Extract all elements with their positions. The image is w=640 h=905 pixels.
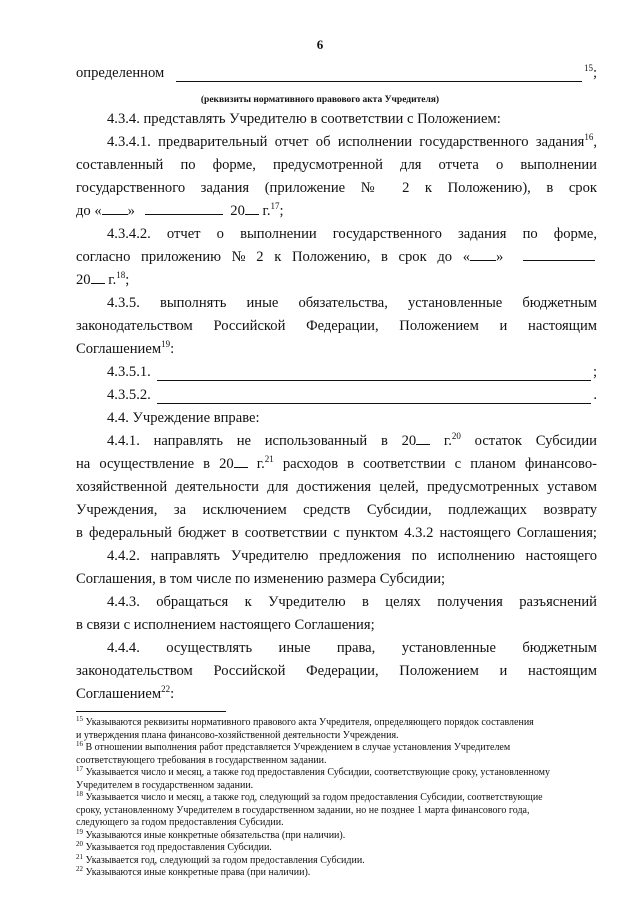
footnote-number: 17 bbox=[76, 765, 83, 773]
footnote-number: 20 bbox=[76, 840, 83, 848]
footnote-16-cont: соответствующего требования в государственном задании. bbox=[76, 754, 327, 766]
footnote-number: 19 bbox=[76, 827, 83, 836]
footnote-16: $^{16}$ В отношении выполнения работ представляется Учреждением в случае установления Учредителем bbox=[76, 740, 511, 753]
clause-4-3-4: 4.3.4. представлять Учредителю в соответствии с Положением: bbox=[107, 111, 501, 127]
clause-4-4-2-line-1: 4.4.2. направлять Учредителю предложения по исполнению настоящего bbox=[107, 548, 597, 564]
blank-line bbox=[157, 390, 592, 404]
clause-4-4-4-line-1: 4.4.4. осуществлять иные права, установленные бюджетным bbox=[107, 640, 597, 656]
page-number: 6 bbox=[316, 37, 324, 52]
footnote-ref: 20 bbox=[451, 431, 461, 441]
blank-line bbox=[176, 68, 582, 82]
clause-4-4-1-line-4: Учреждения, за исключением средств Субсидии, подлежащих возврату bbox=[76, 502, 597, 518]
footnote-18: $^{18}$ Указывается число и месяц, а также год, следующий за годом предоставления Субсидии, соответствующие bbox=[76, 790, 543, 803]
field-caption: (реквизиты нормативного правового акта Учредителя) bbox=[200, 95, 440, 105]
footnote-18-cont: сроку, установленному Учредителем в государственном задании, но не позднее 1 марта финансового года, bbox=[76, 804, 530, 816]
footnote-number: 18 bbox=[76, 790, 83, 798]
footnote-21: $^{21}$ Указывается год, следующий за годом предоставления Субсидии. bbox=[76, 852, 365, 866]
footnote-ref: 21 bbox=[264, 454, 274, 464]
head-line-end: ; bbox=[592, 65, 597, 81]
clause-4-4-1-line-5: в федеральный бюджет в соответствии с пунктом 4.3.2 настоящего Соглашения; bbox=[76, 525, 597, 541]
footnote-19: $^{19}$ Указываются иные конкретные обязательства (при наличии). bbox=[76, 827, 346, 841]
clause-4-4-1-line-3: хозяйственной деятельности для достижения целей, предусмотренных уставом bbox=[76, 479, 597, 495]
footnote-18-cont: следующего за годом предоставления Субсидии. bbox=[76, 817, 284, 828]
footnote-number: 21 bbox=[76, 852, 83, 861]
blank-month bbox=[145, 202, 223, 215]
blank-line bbox=[157, 367, 591, 381]
clause-4-3-4-2-line-1: 4.3.4.2. отчет о выполнении государственного задания по форме, bbox=[107, 226, 597, 242]
head-line-text: определенном bbox=[76, 65, 165, 81]
footnote-number: 15 bbox=[76, 715, 83, 723]
clause-4-4-3-line-2: в связи с исполнением настоящего Соглашения; bbox=[76, 617, 375, 633]
footnote-ref: 18 bbox=[116, 270, 126, 280]
clause-4-3-4-1-line-3: государственного задания (приложение № 2 к Положению), в срок bbox=[76, 180, 597, 196]
blank-year bbox=[416, 432, 430, 445]
clause-4-3-5-2: 4.3.5.2. . bbox=[107, 387, 597, 403]
clause-4-4-2-line-2: Соглашения, в том числе по изменению размера Субсидии; bbox=[76, 571, 446, 587]
clause-4-3-4-1-line-2: составленный по форме, предусмотренной для отчета о выполнении bbox=[76, 157, 597, 173]
footnote-ref: 17 bbox=[270, 201, 280, 211]
head-line bbox=[76, 64, 597, 82]
footnote-ref: 15 bbox=[583, 63, 593, 73]
footnote-22: $^{22}$ Указываются иные конкретные права (при наличии). bbox=[76, 865, 311, 878]
footnote-20: $^{20}$ Указывается год предоставления Субсидии. bbox=[76, 840, 272, 853]
footnote-ref: 19 bbox=[161, 339, 171, 349]
clause-4-3-5-1: 4.3.5.1. ; bbox=[107, 364, 597, 380]
clause-4-4-4-line-2: законодательством Российской Федерации, Положением и настоящим bbox=[76, 663, 597, 679]
clause-4-3-5-line-2: законодательством Российской Федерации, Положением и настоящим bbox=[76, 318, 597, 334]
footnote-17-cont: Учредителем в государственном задании. bbox=[76, 779, 254, 791]
blank-year bbox=[245, 202, 259, 215]
clause-4-4-1-line-2: на осуществление в 20 г.$^{21}$ расходов в соответствии с планом финансово- bbox=[76, 454, 597, 472]
footnote-15-cont: и утверждения плана финансово-хозяйственной деятельности Учреждения. bbox=[76, 729, 399, 741]
blank-year bbox=[234, 455, 248, 468]
clause-4-3-4-2-line-3: 20 г.$^{18}$; bbox=[76, 270, 130, 288]
clause-4-4-1-line-1: 4.4.1. направлять не использованный в 20 г.$^{20}$ остаток Субсидии bbox=[107, 431, 597, 449]
clause-4-4: 4.4. Учреждение вправе: bbox=[107, 410, 260, 426]
blank-day bbox=[470, 248, 496, 261]
blank-month bbox=[523, 248, 595, 261]
footnote-15: $^{15}$ Указываются реквизиты нормативного правового акта Учредителя, определяющего порядок составления bbox=[76, 715, 534, 728]
footnote-separator bbox=[76, 711, 226, 712]
blank-year bbox=[91, 271, 105, 284]
clause-4-3-4-1-line-1: 4.3.4.1. предварительный отчет об исполнении государственного задания$^{16}$, bbox=[107, 132, 597, 150]
clause-4-3-4-1-line-4: до « » 20 г.$^{17}$; bbox=[76, 201, 284, 219]
clause-4-4-3-line-1: 4.4.3. обращаться к Учредителю в целях получения разъяснений bbox=[107, 594, 597, 610]
clause-4-3-5-line-1: 4.3.5. выполнять иные обязательства, установленные бюджетным bbox=[107, 295, 597, 311]
clause-4-3-4-2-line-2: согласно приложению № 2 к Положению, в срок до « » bbox=[76, 248, 597, 266]
footnote-number: 22 bbox=[76, 865, 83, 873]
footnote-17: $^{17}$ Указывается число и месяц, а также год предоставления Субсидии, соответствующие сроку, установленному bbox=[76, 765, 550, 778]
clause-4-3-5-line-3: Соглашением$^{19}$: bbox=[76, 339, 175, 357]
footnote-ref: 16 bbox=[584, 132, 594, 142]
blank-day bbox=[102, 202, 128, 215]
footnote-number: 16 bbox=[76, 740, 83, 748]
clause-4-4-4-line-3: Соглашением$^{22}$: bbox=[76, 684, 175, 702]
footnote-ref: 22 bbox=[161, 684, 171, 694]
